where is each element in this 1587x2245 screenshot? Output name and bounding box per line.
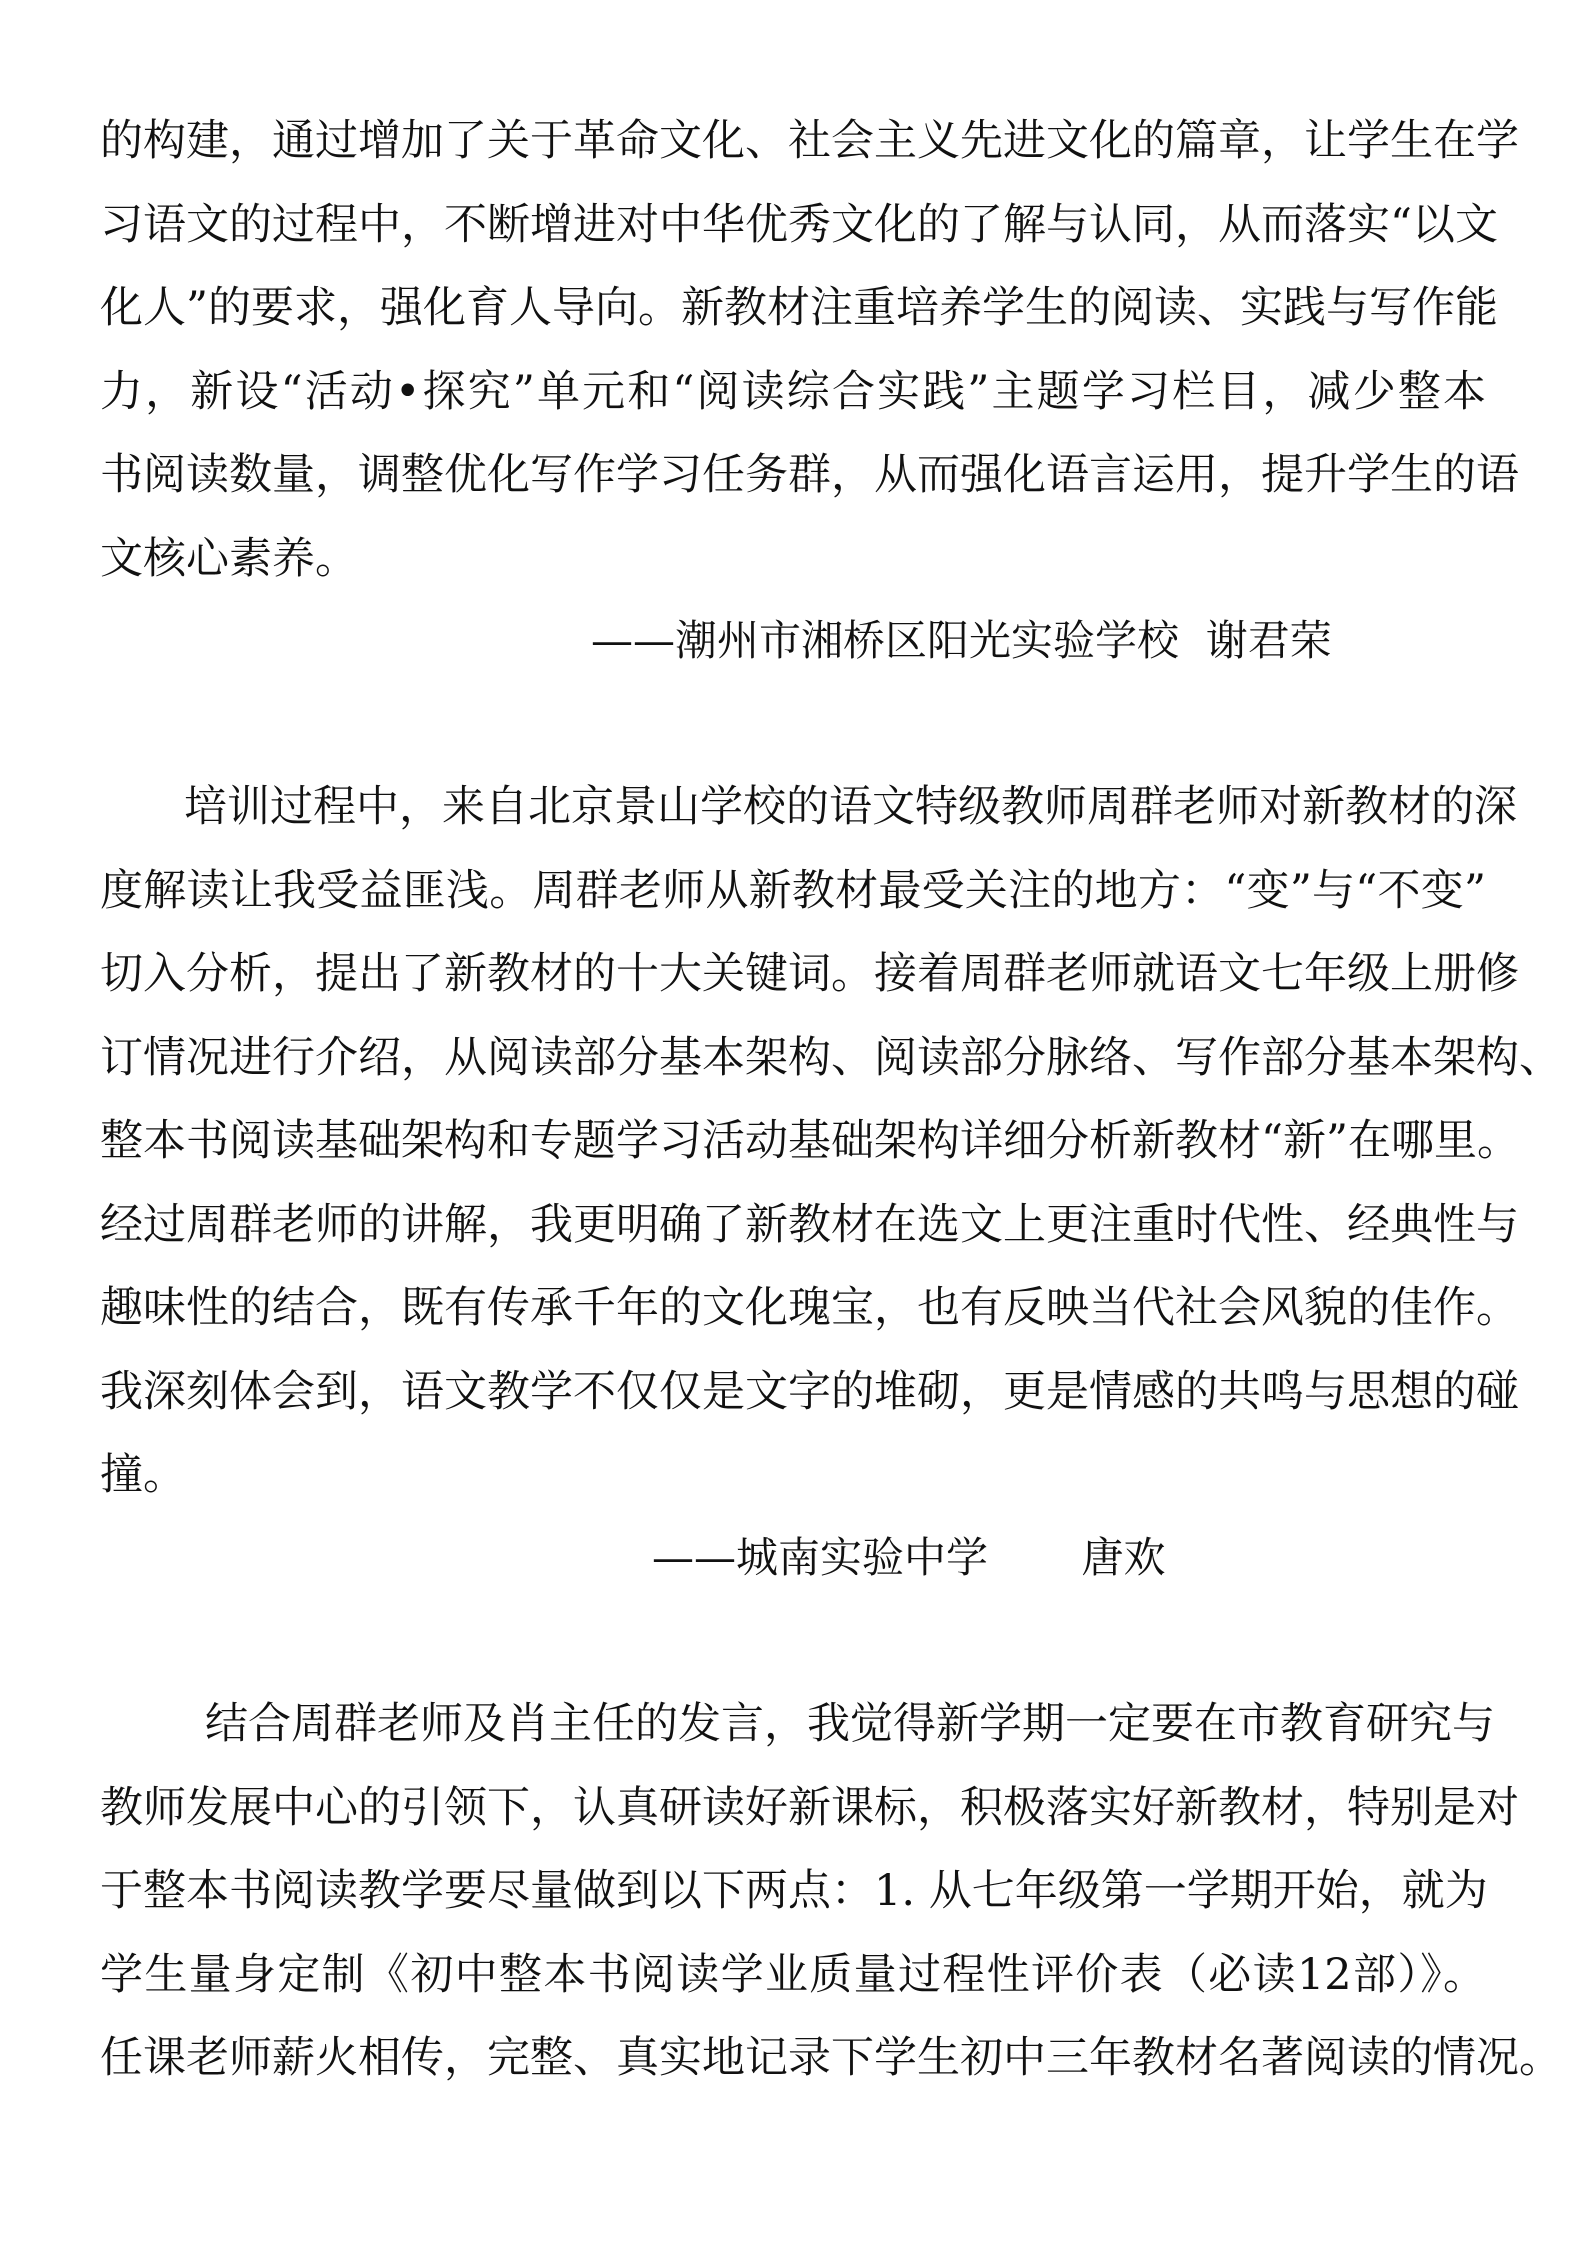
text-line: 任课老师薪火相传，完整、真实地记录下学生初中三年教材名著阅读的情况。 bbox=[100, 2033, 1562, 2083]
text-line: 力，新设“活动•探究”单元和“阅读综合实践”主题学习栏目，减少整本 bbox=[100, 367, 1486, 417]
signature-b: ——城南实验中学 唐欢 bbox=[652, 1533, 1166, 1582]
signature-a: ——潮州市湘桥区阳光实验学校 谢君荣 bbox=[591, 616, 1332, 665]
text-line: 习语文的过程中，不断增进对中华优秀文化的了解与认同，从而落实“以文 bbox=[100, 200, 1498, 250]
text-line: 于整本书阅读教学要尽量做到以下两点：1. 从七年级第一学期开始，就为 bbox=[100, 1866, 1488, 1916]
text-line: 化人”的要求，强化育人导向。新教材注重培养学生的阅读、实践与写作能 bbox=[100, 283, 1498, 333]
text-line: 结合周群老师及肖主任的发言，我觉得新学期一定要在市教育研究与 bbox=[205, 1699, 1495, 1749]
text-line: 经过周群老师的讲解，我更明确了新教材在选文上更注重时代性、经典性与 bbox=[100, 1200, 1519, 1250]
text-line: 学生量身定制《初中整本书阅读学业质量过程性评价表（必读12部）》。 bbox=[100, 1950, 1486, 2000]
text-line: 文核心素养。 bbox=[100, 534, 358, 584]
text-line: 订情况进行介绍，从阅读部分基本架构、阅读部分脉络、写作部分基本架构、 bbox=[100, 1033, 1562, 1083]
text-line: 切入分析，提出了新教材的十大关键词。接着周群老师就语文七年级上册修 bbox=[100, 949, 1519, 999]
text-line: 培训过程中，来自北京景山学校的语文特级教师周群老师对新教材的深 bbox=[184, 782, 1517, 832]
text-line: 我深刻体会到，语文教学不仅仅是文字的堆砌，更是情感的共鸣与思想的碰 bbox=[100, 1367, 1519, 1417]
text-line: 撞。 bbox=[100, 1450, 186, 1500]
text-line: 趣味性的结合，既有传承千年的文化瑰宝，也有反映当代社会风貌的佳作。 bbox=[100, 1283, 1519, 1333]
text-line: 整本书阅读基础架构和专题学习活动基础架构详细分析新教材“新”在哪里。 bbox=[100, 1116, 1520, 1166]
text-line: 度解读让我受益匪浅。周群老师从新教材最受关注的地方：“变”与“不变” bbox=[100, 866, 1486, 916]
text-line: 书阅读数量，调整优化写作学习任务群，从而强化语言运用，提升学生的语 bbox=[100, 450, 1519, 500]
text-line: 的构建，通过增加了关于革命文化、社会主义先进文化的篇章，让学生在学 bbox=[100, 116, 1519, 166]
text-line: 教师发展中心的引领下，认真研读好新课标，积极落实好新教材，特别是对 bbox=[100, 1783, 1519, 1833]
